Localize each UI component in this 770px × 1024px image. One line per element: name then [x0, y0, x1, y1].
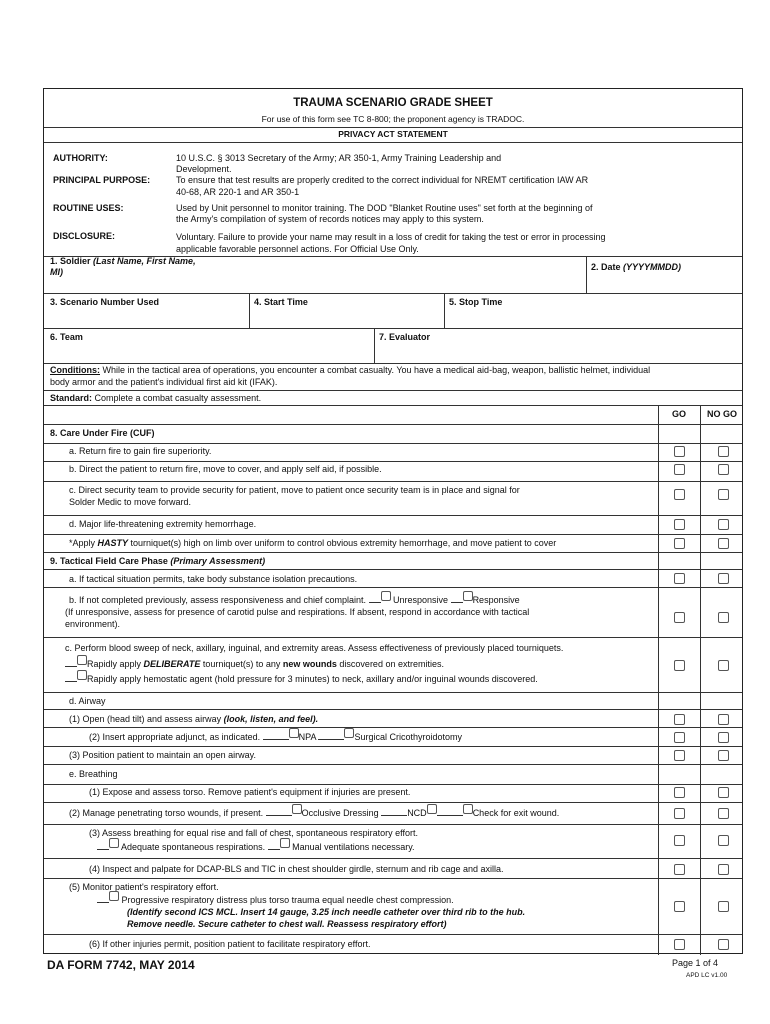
authority-text: 10 U.S.C. § 3013 Secretary of the Army; AR 350-1, Army Training Leadership and: [176, 153, 502, 163]
nogo-checkbox-9e4[interactable]: [718, 864, 729, 875]
authority-text-2: Development.: [176, 164, 232, 174]
stop-time-label: 5. Stop Time: [449, 297, 503, 307]
form-title: TRAUMA SCENARIO GRADE SHEET: [293, 97, 493, 109]
authority-label: AUTHORITY:: [53, 153, 108, 163]
hemostatic-agent-checkbox[interactable]: [77, 670, 87, 680]
nogo-checkbox-9c[interactable]: [718, 660, 729, 671]
go-checkbox-9d2[interactable]: [674, 732, 685, 743]
nogo-checkbox-9d3[interactable]: [718, 750, 729, 761]
go-checkbox-9e1[interactable]: [674, 787, 685, 798]
go-checkbox-9e4[interactable]: [674, 864, 685, 875]
responsive-checkbox[interactable]: [463, 591, 473, 601]
nogo-checkbox-9e2[interactable]: [718, 808, 729, 819]
nogo-checkbox-9e3[interactable]: [718, 835, 729, 846]
purpose-text: To ensure that test results are properly credited to the correct individual for NREMT certification IAW AR: [176, 175, 589, 185]
nogo-checkbox-9d1[interactable]: [718, 714, 729, 725]
go-checkbox-9e5[interactable]: [674, 901, 685, 912]
go-checkbox-9d1[interactable]: [674, 714, 685, 725]
item-9c-3: Rapidly apply hemostatic agent (hold pressure for 3 minutes) to neck, axillary and/or inguinal wounds discovered.: [65, 674, 538, 685]
go-checkbox-9c[interactable]: [674, 660, 685, 671]
start-time-label: 4. Start Time: [254, 297, 308, 307]
item-9e3: (3) Assess breathing for equal rise and fall of chest, spontaneous respiratory effort.: [89, 828, 419, 838]
purpose-text-2: 40-68, AR 220-1 and AR 350-1: [176, 187, 300, 197]
npa-checkbox[interactable]: [289, 728, 299, 738]
soldier-label: 1. Soldier (Last Name, First Name,: [50, 256, 196, 266]
purpose-label: PRINCIPAL PURPOSE:: [53, 175, 151, 185]
nogo-column-header: NO GO: [706, 409, 737, 419]
routine-text: Used by Unit personnel to monitor training. The DOD "Blanket Routine uses" set forth at the beginning of: [176, 203, 593, 213]
conditions-line-2: body armor and the patient's individual first aid kit (IFAK).: [50, 377, 278, 387]
soldier-name-input[interactable]: [52, 279, 580, 291]
evaluator-input[interactable]: [379, 346, 734, 360]
item-8a: a. Return fire to gain fire superiority.: [69, 446, 212, 456]
go-checkbox-9d3[interactable]: [674, 750, 685, 761]
item-9c: c. Perform blood sweep of neck, axillary, inguinal, and extremity areas. Assess effectiveness of previously placed tourniquets.: [65, 643, 564, 653]
nogo-checkbox-9e5[interactable]: [718, 901, 729, 912]
scenario-label: 3. Scenario Number Used: [50, 297, 160, 307]
item-9a: a. If tactical situation permits, take body substance isolation precautions.: [69, 574, 358, 584]
item-8-apply: *Apply HASTY tourniquet(s) high on limb over uniform to control obvious extremity hemorrhage, and move patient to cover: [69, 538, 557, 548]
nogo-checkbox-8c[interactable]: [718, 489, 729, 500]
item-9b-2: (If unresponsive, assess for presence of carotid pulse and respirations. If absent, respond in accordance with tactical: [65, 607, 530, 617]
item-9e5-instruction: (Identify second ICS MCL. Insert 14 gauge, 3.25 inch needle catheter over third rib to the hub.: [127, 907, 526, 917]
go-checkbox-9e2[interactable]: [674, 808, 685, 819]
occlusive-dressing-checkbox[interactable]: [292, 804, 302, 814]
item-9c-2: Rapidly apply DELIBERATE tourniquet(s) to any new wounds discovered on extremities.: [65, 659, 444, 670]
item-9e5-instruction-2: Remove needle. Secure catheter to chest wall. Reassess respiratory effort): [127, 919, 447, 929]
start-time-input[interactable]: [254, 311, 439, 325]
nogo-checkbox-9b[interactable]: [718, 612, 729, 623]
form-id: DA FORM 7742, MAY 2014: [47, 958, 195, 972]
surgical-crico-checkbox[interactable]: [344, 728, 354, 738]
disclosure-text-2: applicable favorable personnel actions. For Official Use Only.: [176, 244, 419, 254]
standard-line: Standard: Complete a combat casualty assessment.: [50, 393, 262, 403]
date-label: 2. Date (YYYYMMDD): [591, 262, 682, 272]
disclosure-label: DISCLOSURE:: [53, 231, 116, 241]
item-9d2: (2) Insert appropriate adjunct, as indicated. NPA Surgical Cricothyroidotomy: [89, 732, 462, 743]
needle-decompression-checkbox[interactable]: [109, 891, 119, 901]
item-8c: c. Direct security team to provide security for patient, move to patient once security team is in place and signal for: [69, 485, 520, 495]
routine-text-2: the Army's compilation of system of records notices may apply to this system.: [176, 214, 484, 224]
item-9e5-prog: Progressive respiratory distress plus torso trauma equal needle chest compression.: [97, 895, 454, 906]
go-checkbox-9b[interactable]: [674, 612, 685, 623]
exit-wound-checkbox[interactable]: [463, 804, 473, 814]
item-9d: d. Airway: [69, 696, 106, 706]
form-subtitle: For use of this form see TC 8-800; the proponent agency is TRADOC.: [261, 114, 525, 124]
stop-time-input[interactable]: [449, 311, 734, 325]
item-9e4: (4) Inspect and palpate for DCAP-BLS and TIC in chest shoulder girdle, sternum and rib cage and axilla.: [89, 864, 504, 874]
unresponsive-checkbox[interactable]: [381, 591, 391, 601]
page-number: Page 1 of 4: [672, 958, 719, 968]
privacy-title: PRIVACY ACT STATEMENT: [338, 129, 448, 139]
go-checkbox-8b[interactable]: [674, 464, 685, 475]
conditions-line: Conditions: While in the tactical area of operations, you encounter a combat casualty. You have a medical aid-bag, weapon, ballistic helmet, individual: [50, 365, 651, 375]
adequate-resp-checkbox[interactable]: [109, 838, 119, 848]
version-label: APD LC v1.00: [686, 972, 728, 979]
item-9e3-options: Adequate spontaneous respirations. Manual ventilations necessary.: [97, 842, 415, 853]
item-8d: d. Major life-threatening extremity hemorrhage.: [69, 519, 257, 529]
go-checkbox-8c[interactable]: [674, 489, 685, 500]
nogo-checkbox-9d2[interactable]: [718, 732, 729, 743]
manual-vent-checkbox[interactable]: [280, 838, 290, 848]
item-9b-3: environment).: [65, 619, 121, 629]
go-checkbox-8a[interactable]: [674, 446, 685, 457]
section-8-title: 8. Care Under Fire (CUF): [50, 428, 155, 438]
date-input[interactable]: [591, 279, 736, 291]
nogo-checkbox-8b[interactable]: [718, 464, 729, 475]
item-8b: b. Direct the patient to return fire, move to cover, and apply self aid, if possible.: [69, 464, 382, 474]
deliberate-tourniquet-checkbox[interactable]: [77, 655, 87, 665]
item-9d3: (3) Position patient to maintain an open airway.: [69, 750, 256, 760]
nogo-checkbox-8a[interactable]: [718, 446, 729, 457]
item-9e1: (1) Expose and assess torso. Remove patient's equipment if injuries are present.: [89, 787, 411, 797]
item-9b: b. If not completed previously, assess responsiveness and chief complaint. Unresponsive Responsive: [69, 595, 520, 606]
item-9e2: (2) Manage penetrating torso wounds, if present. Occlusive Dressing NCD Check for exit wound.: [69, 808, 559, 819]
soldier-hint-2: MI): [50, 267, 63, 277]
item-9e6: (6) If other injuries permit, position patient to facilitate respiratory effort.: [89, 939, 371, 949]
go-checkbox-9e3[interactable]: [674, 835, 685, 846]
nogo-checkbox-9e6[interactable]: [718, 939, 729, 950]
nogo-checkbox-8d[interactable]: [718, 519, 729, 530]
item-9d1: (1) Open (head tilt) and assess airway (look, listen, and feel).: [69, 714, 319, 724]
item-8c-2: Solder Medic to move forward.: [69, 497, 192, 507]
team-label: 6. Team: [50, 332, 83, 342]
nogo-checkbox-9a[interactable]: [718, 573, 729, 584]
ncd-checkbox[interactable]: [427, 804, 437, 814]
item-9e5: (5) Monitor patient's respiratory effort.: [69, 882, 219, 892]
go-checkbox-9e6[interactable]: [674, 939, 685, 950]
nogo-checkbox-9e1[interactable]: [718, 787, 729, 798]
go-column-header: GO: [671, 409, 686, 419]
scenario-input[interactable]: [52, 311, 242, 325]
grade-sheet-form: [43, 88, 743, 954]
go-checkbox-8-apply[interactable]: [674, 538, 685, 549]
go-checkbox-8d[interactable]: [674, 519, 685, 530]
team-input[interactable]: [52, 346, 367, 360]
section-9-title: 9. Tactical Field Care Phase (Primary Assessment): [50, 556, 266, 566]
disclosure-text: Voluntary. Failure to provide your name may result in a loss of credit for taking the test or error in processing: [176, 232, 606, 242]
routine-label: ROUTINE USES:: [53, 203, 124, 213]
item-9e: e. Breathing: [69, 769, 118, 779]
go-checkbox-9a[interactable]: [674, 573, 685, 584]
evaluator-label: 7. Evaluator: [379, 332, 431, 342]
nogo-checkbox-8-apply[interactable]: [718, 538, 729, 549]
